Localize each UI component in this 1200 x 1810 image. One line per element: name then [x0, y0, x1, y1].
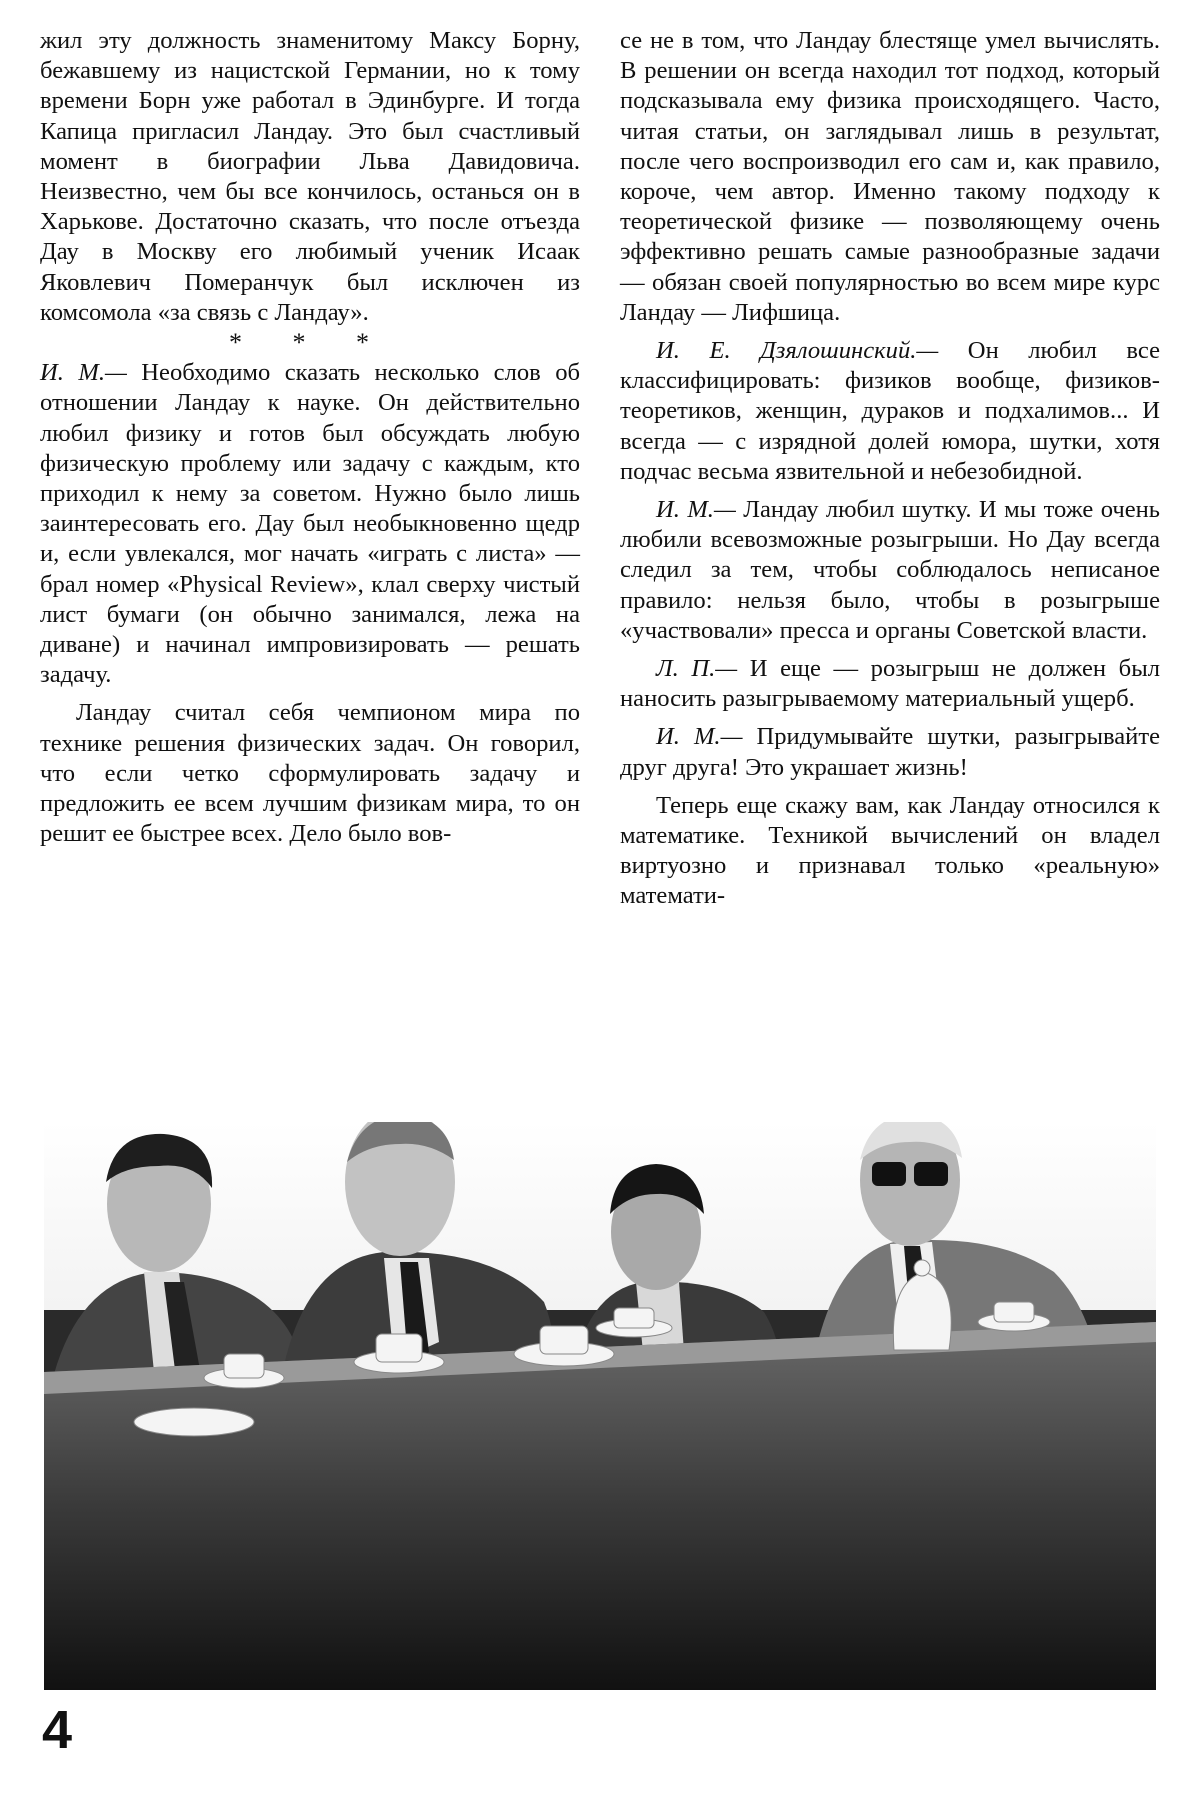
photo-illustration	[44, 1122, 1156, 1690]
paragraph-text: Ландау любил шутку. И мы тоже очень любили всевозможные розыгрыши. Но Дау всегда следил за тем, чтобы соблюдалось неписаное правило: нельзя было, чтобы в розыгрыше «участвовали» пресса и органы Советской власти.	[620, 496, 1161, 644]
right-paragraph-6: Теперь еще скажу вам, как Ландау относился к математике. Техникой вычислений он владел виртуозно и признавал только «реальную» математи-	[620, 791, 1160, 910]
speaker-label: Л. П.—	[656, 655, 738, 683]
paragraph-text: И еще — розыгрыш не должен был наносить разыгрываемому материальный ущерб.	[620, 655, 1160, 713]
left-paragraph-3: Ландау считал себя чемпионом мира по технике решения физических задач. Он говорил, что если четко сформулировать задачу и предложить ее всем лучшим физикам мира, то он решит ее быстрее всех. Дело было вов-	[40, 699, 580, 848]
speaker-label: И. М.—	[40, 359, 127, 387]
right-paragraph-2	[620, 336, 1160, 487]
paragraph-text: Придумывайте шутки, разыгрывайте друг друга! Это украшает жизнь!	[620, 723, 1160, 781]
paragraph-text: Необходимо сказать несколько слов об отношении Ландау к науке. Он действительно любил физику и готов был обсуждать любую физическую проблему или задачу с каждым, кто приходил к нему за советом. Нужно было лишь заинтересовать его. Дау был необыкновенно щедр и, если увлекался, мог начать «играть с листа» — брал номер «Physical Review», клал сверху чистый лист бумаги (он обычно занимался, лежа на диване) и начинал импровизировать — решать задачу.	[40, 359, 581, 689]
speaker-label: И. М.—	[656, 496, 736, 524]
right-paragraph-3	[620, 495, 1160, 646]
right-paragraph-4	[620, 654, 1160, 714]
group-photo	[44, 1122, 1156, 1690]
left-paragraph-2	[40, 358, 580, 690]
right-paragraph-1: се не в том, что Ландау блестяще умел вычислять. В решении он всегда находил тот подход, который подсказывала ему физика происходящего. Часто, читая статьи, он заглядывал лишь в результат, после чего воспроизводил его сам и, как правило, короче, чем автор. Именно такому подходу к теоретической физике — позволяющему очень эффективно решать самые разнообразные задачи — обязан своей популярностью во всем мире курс Ландау — Лифшица.	[620, 27, 1160, 326]
speaker-label: И. Е. Дзялошинский.—	[656, 337, 939, 365]
section-separator: * * *	[229, 328, 391, 358]
speaker-label: И. М.—	[656, 723, 743, 751]
left-column	[40, 26, 580, 849]
left-paragraph-1: жил эту должность знаменитому Максу Борну, бежавшему из нацистской Германии, но к тому времени Борн уже работал в Эдинбурге. И тогда Капица пригласил Ландау. Это был счастливый момент в биографии Льва Давидовича. Неизвестно, чем бы все кончилось, останься он в Харькове. Достаточно сказать, что после отъезда Дау в Москву его любимый ученик Исаак Яковлевич Померанчук был исключен из комсомола «за связь с Ландау».	[40, 27, 580, 326]
page-number: 4	[42, 1700, 73, 1760]
right-paragraph-5	[620, 722, 1160, 782]
right-column	[620, 26, 1160, 912]
paragraph-text: Он любил все классифицировать: физиков вообще, физиков-теоретиков, женщин, дураков и подхалимов... И всегда — с изрядной долей юмора, шутки, хотя подчас весьма язвительной и небезобидной.	[620, 337, 1161, 485]
